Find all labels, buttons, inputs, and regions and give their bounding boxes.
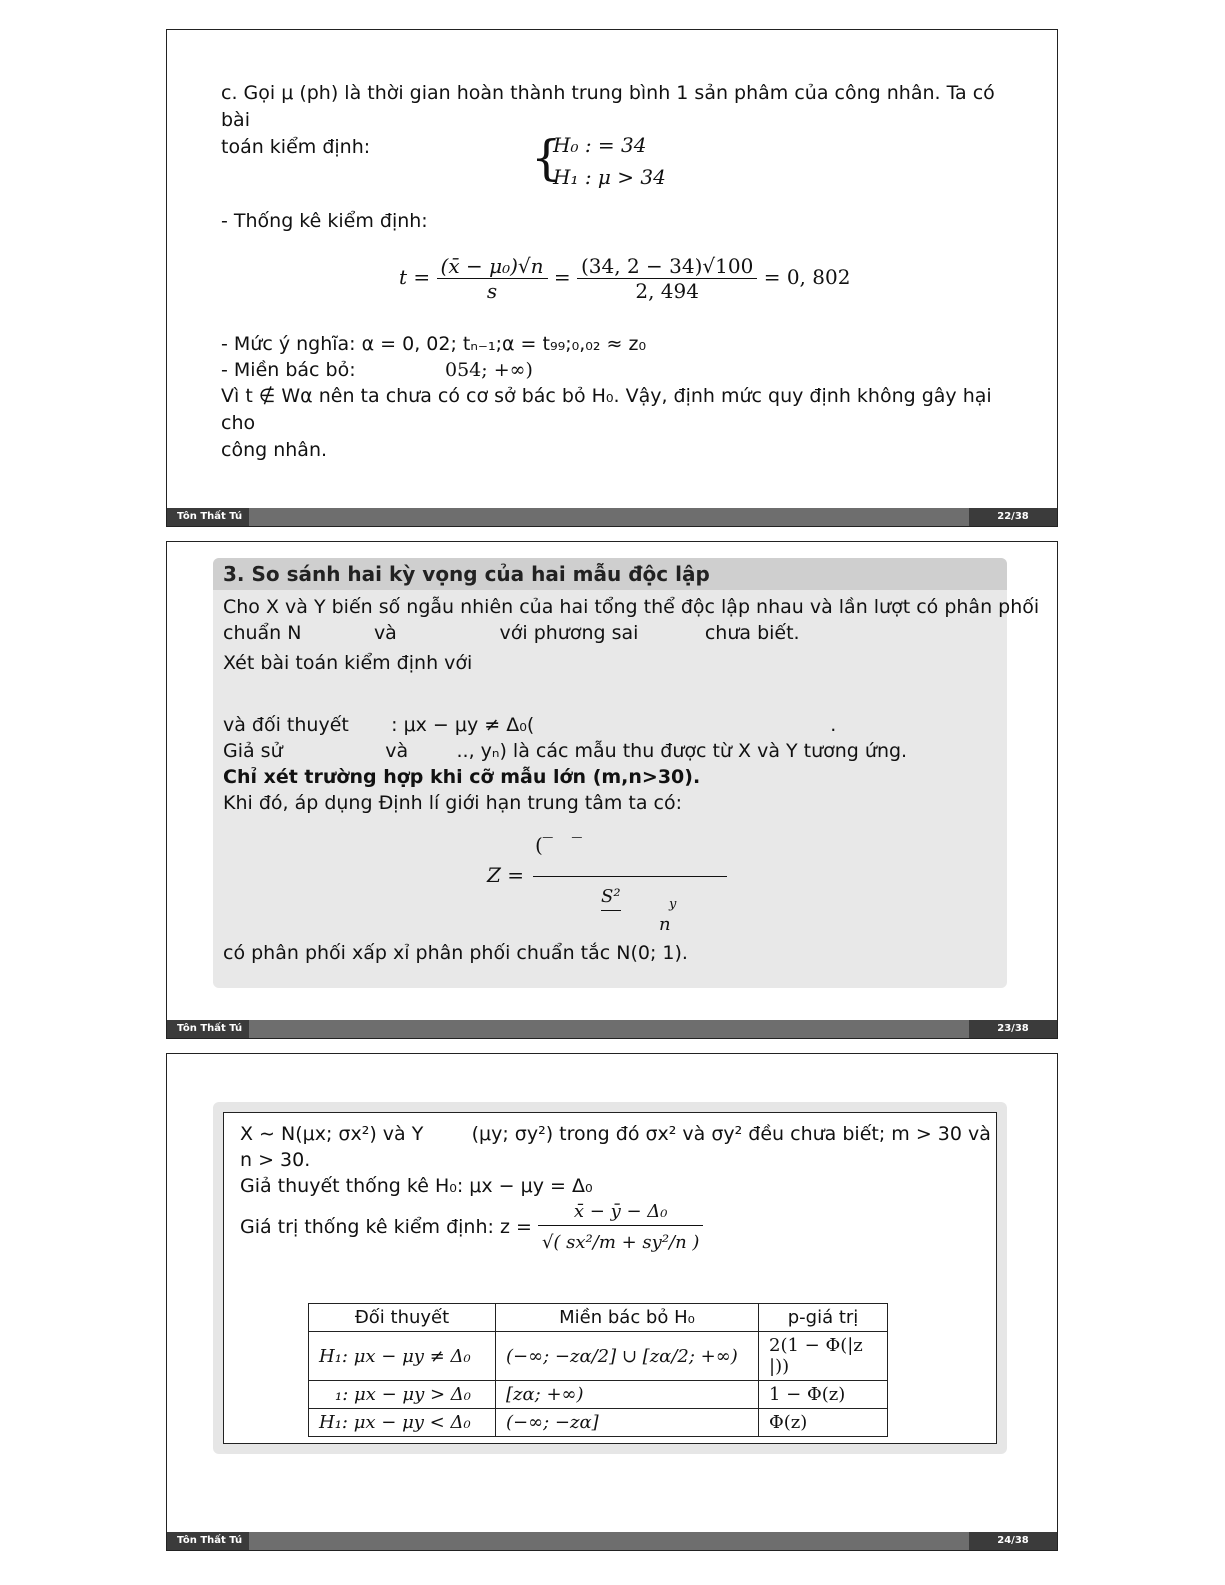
- theorem-block: [213, 558, 1040, 988]
- footer-author: Tôn Thất Tú: [167, 508, 249, 526]
- table-cell: (−∞; −zα/2] ∪ [zα/2; +∞): [496, 1332, 759, 1381]
- summary-line-3: Giả thuyết thống kê H₀: μx − μy = Δ₀: [240, 1175, 593, 1197]
- table-cell: ₁: μx − μy > Δ₀: [309, 1381, 496, 1409]
- header-alternative: Đối thuyết: [309, 1304, 496, 1332]
- header-p-value: p-giá trị: [759, 1304, 888, 1332]
- table-row: [309, 1381, 888, 1409]
- slide-22: [166, 29, 1058, 527]
- t-fraction-2: [577, 254, 757, 303]
- z-numerator: x̄ − ȳ − Δ₀: [538, 1199, 704, 1226]
- z-den-n: n: [659, 914, 671, 935]
- summary-box: [223, 1112, 997, 1444]
- reject-label: - Miền bác bỏ:: [221, 359, 356, 381]
- z-fraction: [538, 1199, 704, 1256]
- brace: {: [531, 130, 562, 186]
- block-line-1: Cho X và Y biến số ngẫu nhiên của hai tổng thể độc lập nhau và lần lượt có phân phối: [223, 596, 1040, 618]
- block-body: [213, 590, 1040, 970]
- footer-page-number: 24/38: [969, 1532, 1057, 1550]
- block-line-7: Khi đó, áp dụng Định lí giới hạn trung tâm ta có:: [223, 792, 683, 814]
- t-frac1-num: (x̄ − μ₀)√n: [437, 254, 548, 279]
- t-result: = 0, 802: [763, 265, 851, 289]
- footer: [167, 1020, 1057, 1038]
- z-fraction-bar: [533, 876, 727, 877]
- test-stat-label: Giá trị thống kê kiểm định: z =: [240, 1216, 532, 1238]
- block-line-2: chuẩn N và với phương sai chưa biết.: [223, 622, 800, 644]
- table-cell: 1 − Φ(z): [759, 1381, 888, 1409]
- t-fraction-1: [437, 254, 548, 303]
- slide-23: [166, 541, 1058, 1039]
- table-row: [309, 1332, 888, 1381]
- h0-statement: H₀ : = 34: [553, 133, 647, 157]
- conclusion: [221, 383, 1021, 464]
- conclusion-line-1: Vì t ∉ Wα nên ta chưa có cơ sở bác bỏ H₀. Vậy, định mức quy định không gây hại cho: [221, 385, 992, 434]
- reject-line: [221, 357, 533, 384]
- t-eq: =: [553, 265, 571, 289]
- table-header-row: [309, 1304, 888, 1332]
- header-rejection-region: Miền bác bỏ H₀: [496, 1304, 759, 1332]
- table-cell: (−∞; −zα]: [496, 1409, 759, 1437]
- table-row: [309, 1409, 888, 1437]
- intro-line-1: c. Gọi μ (ph) là thời gian hoàn thành trung bình 1 sản phâm của công nhân. Ta có bài: [221, 82, 995, 131]
- t-frac1-den: s: [486, 279, 498, 303]
- intro-line-2: toán kiểm định:: [221, 136, 371, 158]
- block-line-6: Chỉ xét trường hợp khi cỡ mẫu lớn (m,n>30).: [223, 766, 701, 788]
- z-den-y: y: [669, 897, 677, 912]
- block-line-5: Giả sử và .., yₙ) là các mẫu thu được từ X và Y tương ứng.: [223, 740, 908, 762]
- table-cell: H₁: μx − μy < Δ₀: [309, 1409, 496, 1437]
- h1-statement: H₁ : μ > 34: [553, 165, 666, 189]
- alpha-line: - Mức ý nghĩa: α = 0, 02; tₙ₋₁;α = t₉₉;₀,₀₂ ≈ z₀: [221, 333, 647, 355]
- t-lhs: t =: [399, 265, 431, 289]
- t-formula: [399, 254, 850, 303]
- summary-line-4: [240, 1199, 980, 1256]
- block-title: 3. So sánh hai kỳ vọng của hai mẫu độc lập: [213, 558, 1007, 590]
- table-cell: 2(1 − Φ(|z |)): [759, 1332, 888, 1381]
- statistic-label: - Thống kê kiểm định:: [221, 210, 428, 232]
- z-den-s: S²: [601, 884, 621, 911]
- table-cell: Φ(z): [759, 1409, 888, 1437]
- footer: [167, 1532, 1057, 1550]
- conclusion-line-2: công nhân.: [221, 439, 328, 461]
- z-lhs: Z =: [487, 863, 525, 887]
- z-denominator: √( sx²/m + sy²/n ): [541, 1232, 700, 1253]
- footer-author: Tôn Thất Tú: [167, 1532, 249, 1550]
- table-cell: [zα; +∞): [496, 1381, 759, 1409]
- summary-block: [213, 1102, 1007, 1454]
- footer-author: Tôn Thất Tú: [167, 1020, 249, 1038]
- reject-value: 054; +∞): [445, 359, 533, 381]
- z-formula: [223, 816, 997, 940]
- summary-line-2: n > 30.: [240, 1149, 311, 1171]
- summary-text: [240, 1121, 991, 1256]
- footer: [167, 508, 1057, 526]
- footer-page-number: 23/38: [969, 1020, 1057, 1038]
- slide-24: [166, 1053, 1058, 1551]
- t-frac2-den: 2, 494: [635, 279, 699, 303]
- summary-line-1: X ∼ N(μx; σx²) và Y (μy; σy²) trong đó σx² và σy² đều chưa biết; m > 30 và: [240, 1123, 991, 1145]
- block-line-8: có phân phối xấp xỉ phân phối chuẩn tắc N(0; 1).: [223, 942, 688, 964]
- rejection-table: [308, 1303, 888, 1437]
- footer-page-number: 22/38: [969, 508, 1057, 526]
- block-line-3: Xét bài toán kiểm định với: [223, 652, 473, 674]
- z-numerator: (‾ ‾: [535, 833, 582, 857]
- t-frac2-num: (34, 2 − 34)√100: [577, 254, 757, 279]
- table-cell: H₁: μx − μy ≠ Δ₀: [309, 1332, 496, 1381]
- block-line-4: và đối thuyết : μx − μy ≠ Δ₀( .: [223, 714, 837, 736]
